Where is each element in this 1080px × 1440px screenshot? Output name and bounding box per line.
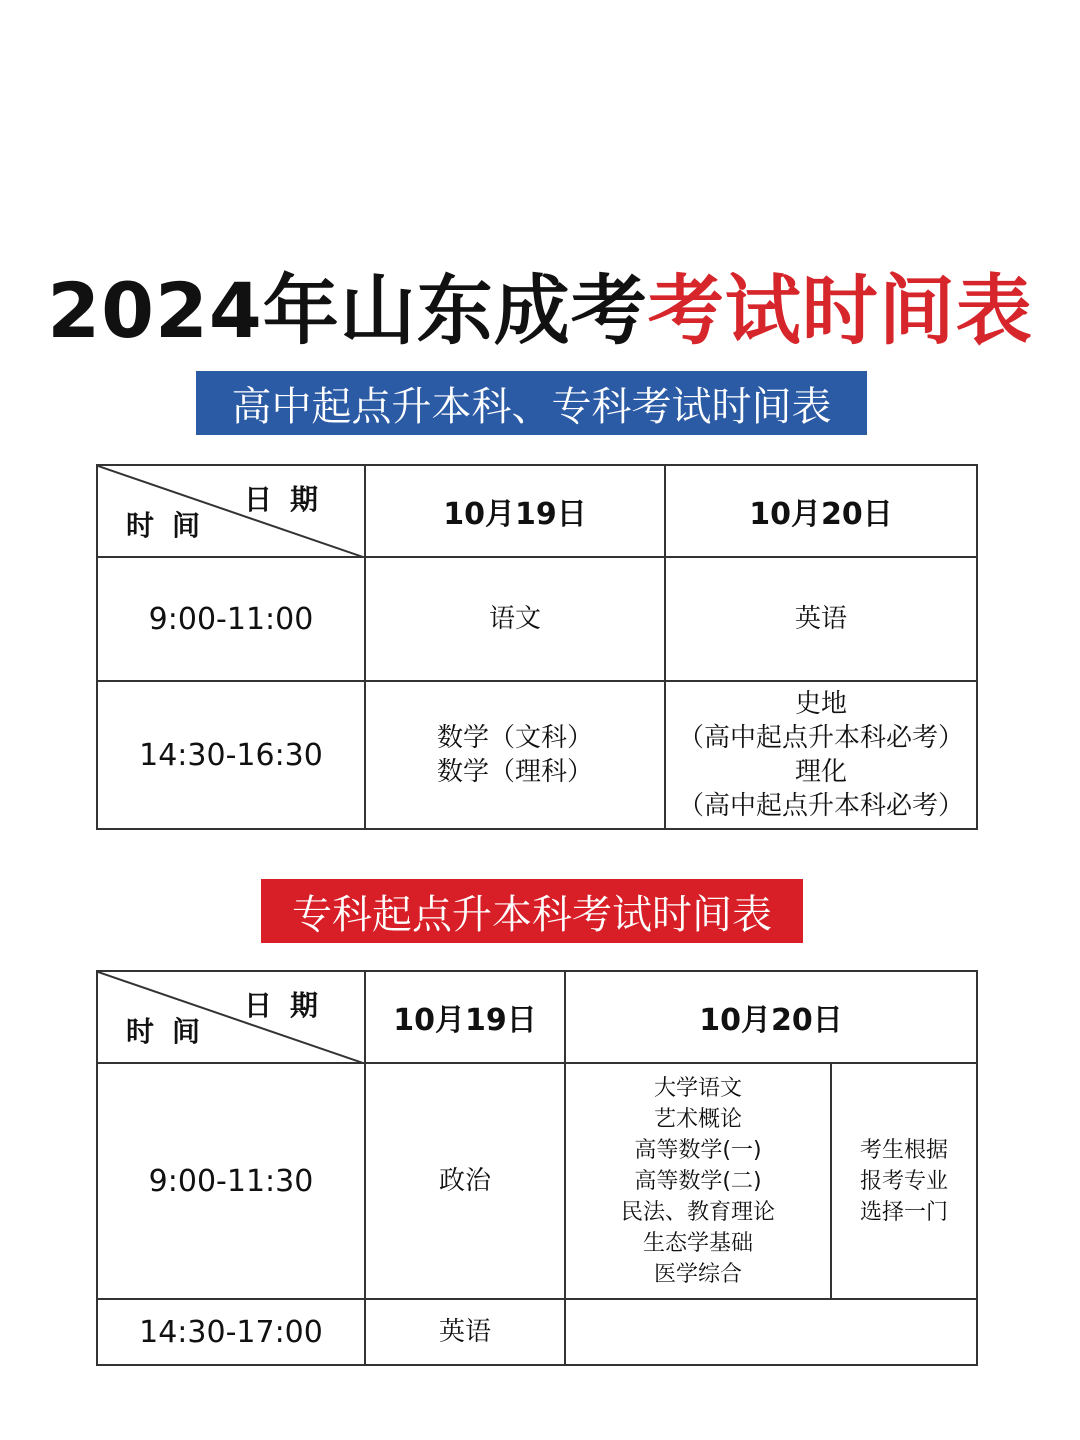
date-header-1: 10月19日 — [365, 971, 565, 1063]
schedule-table-2 — [96, 970, 978, 1366]
page-title — [0, 250, 1080, 359]
empty-cell — [565, 1299, 977, 1365]
title-highlight: 考试时间表 — [647, 266, 1033, 355]
subject-line: 数学（理科） — [436, 757, 593, 787]
subject-cell — [365, 557, 665, 681]
subject-note: （高中起点升本科必考） — [677, 791, 964, 821]
elective-note-cell — [831, 1063, 977, 1299]
section2-banner: 专科起点升本科考试时间表 — [261, 879, 803, 943]
note-line: 报考专业 — [859, 1168, 948, 1194]
corner-time-label: 时间 — [126, 1015, 219, 1048]
corner-time-label: 时间 — [126, 509, 219, 542]
subject-cell — [665, 681, 977, 829]
corner-header — [97, 971, 365, 1063]
subject-line: 史地 — [794, 689, 847, 719]
subject-line: 民法、教育理论 — [620, 1199, 775, 1225]
time-slot: 14:30-17:00 — [97, 1299, 365, 1365]
subject-line: 数学（文科） — [436, 723, 593, 753]
subject-cell: 英语 — [365, 1299, 565, 1365]
time-slot: 9:00-11:30 — [97, 1063, 365, 1299]
subject-note: （高中起点升本科必考） — [677, 723, 964, 753]
subject-line: 大学语文 — [653, 1075, 742, 1101]
date-header-2: 10月20日 — [565, 971, 977, 1063]
note-line: 选择一门 — [859, 1199, 948, 1225]
time-slot: 14:30-16:30 — [97, 681, 365, 829]
subject-line: 英语 — [794, 604, 847, 634]
note-line: 考生根据 — [859, 1137, 948, 1163]
date-header-2: 10月20日 — [665, 465, 977, 557]
subject-line: 高等数学(二) — [634, 1168, 762, 1194]
corner-header — [97, 465, 365, 557]
subject-line: 生态学基础 — [642, 1230, 753, 1256]
subject-line: 医学综合 — [653, 1261, 742, 1287]
elective-subjects-cell — [565, 1063, 831, 1299]
subject-cell — [365, 681, 665, 829]
corner-date-label: 日期 — [243, 483, 336, 516]
time-slot: 9:00-11:00 — [97, 557, 365, 681]
subject-cell — [665, 557, 977, 681]
date-header-1: 10月19日 — [365, 465, 665, 557]
title-main: 2024年山东成考 — [47, 266, 648, 355]
subject-line: 高等数学(一) — [634, 1137, 762, 1163]
subject-line: 理化 — [794, 757, 847, 787]
subject-cell: 政治 — [365, 1063, 565, 1299]
schedule-table-1 — [96, 464, 978, 830]
subject-line: 语文 — [488, 604, 541, 634]
corner-date-label: 日期 — [243, 989, 336, 1022]
section1-banner: 高中起点升本科、专科考试时间表 — [196, 371, 867, 435]
subject-line: 艺术概论 — [653, 1106, 742, 1132]
